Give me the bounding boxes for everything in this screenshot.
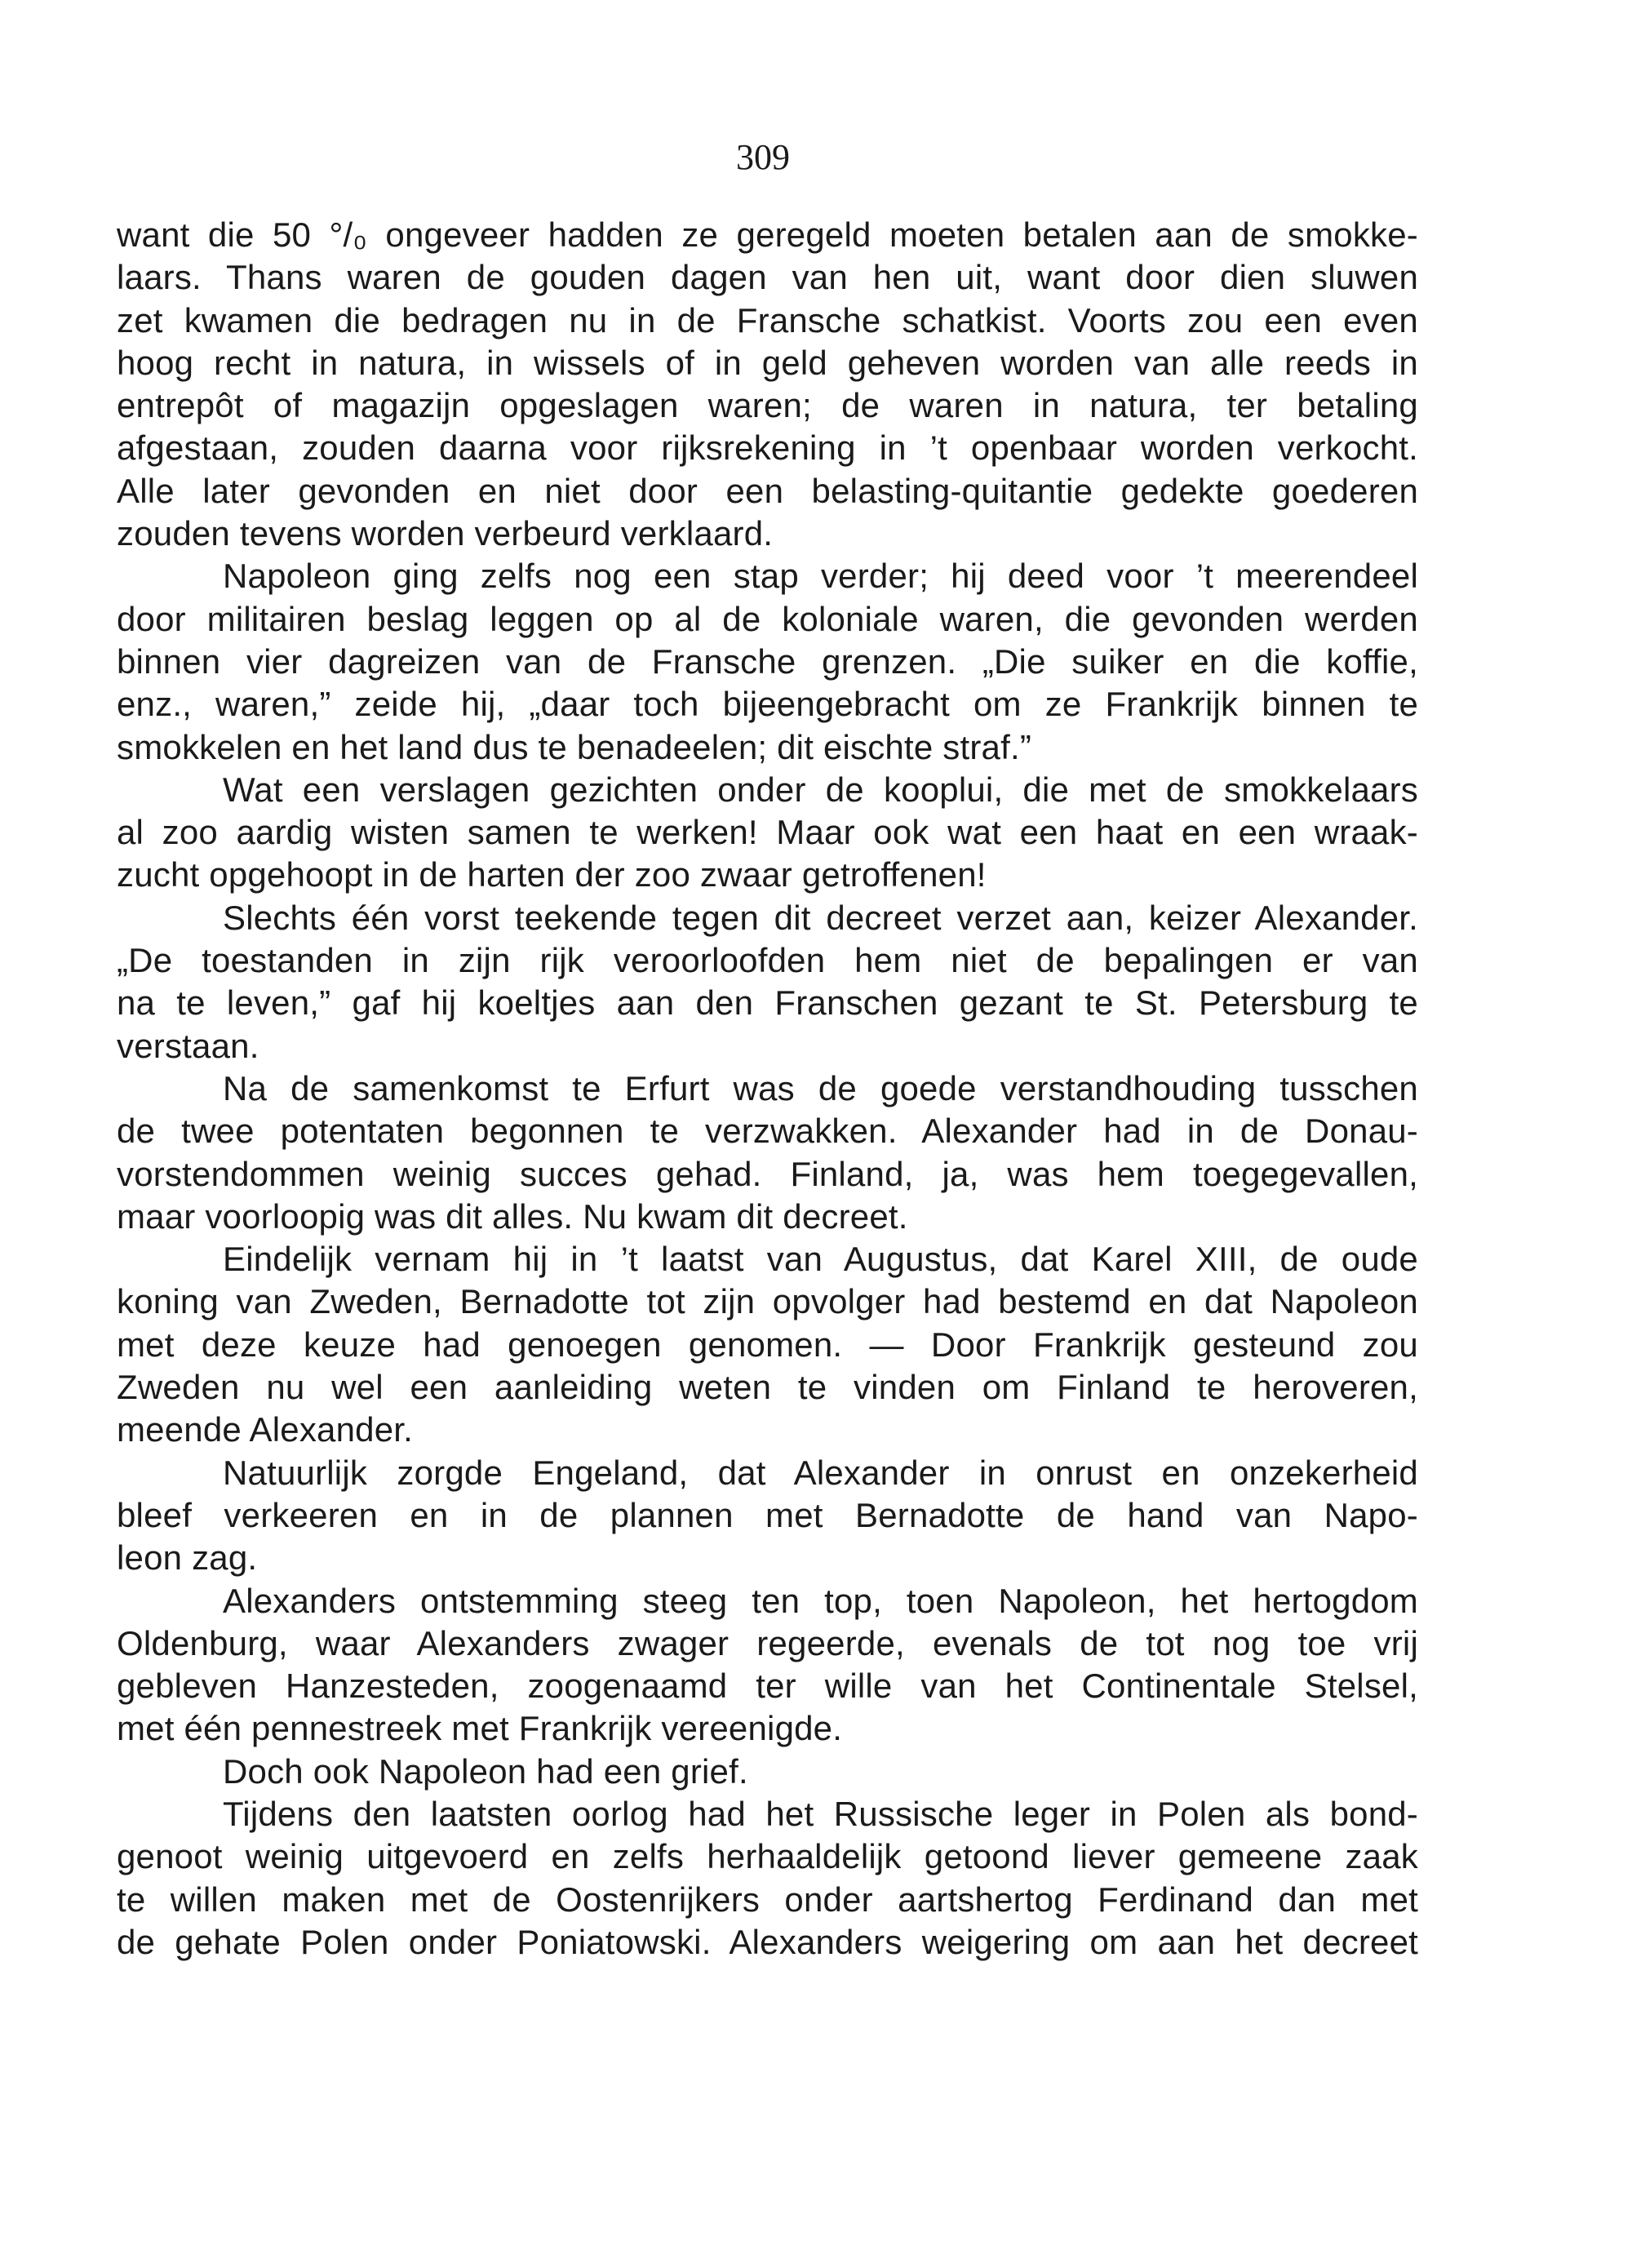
text-line: smokkelen en het land dus te benadeelen; dit eischte straf.” [117, 727, 1032, 766]
text-line: met deze keuze had genoegen genomen. — Door Frankrijk gesteund zou [117, 1325, 1418, 1364]
text-line: door militairen beslag leggen op al de koloniale waren, die gevonden werden [117, 599, 1418, 638]
text-line: afgestaan, zouden daarna voor rijksrekening in ’t openbaar worden verkocht. [117, 428, 1418, 468]
text-line: de gehate Polen onder Poniatowski. Alexanders weigering om aan het decreet [117, 1922, 1418, 1961]
text-line: zucht opgehoopt in de harten der zoo zwaar getroffenen! [117, 855, 987, 894]
text-line: laars. Thans waren de gouden dagen van hen uit, want door dien sluwen [117, 258, 1418, 297]
text-line: meende Alexander. [117, 1410, 414, 1449]
text-line: Tijdens den laatsten oorlog had het Russische leger in Polen als bond- [223, 1794, 1418, 1833]
text-line: Na de samenkomst te Erfurt was de goede verstandhouding tusschen [223, 1068, 1418, 1107]
text-line: zouden tevens worden verbeurd verklaard. [117, 514, 774, 553]
page-number: 309 [736, 137, 790, 177]
text-line: de twee potentaten begonnen te verzwakken. Alexander had in de Donau- [117, 1112, 1418, 1151]
text-line: genoot weinig uitgevoerd en zelfs herhaaldelijk getoond liever gemeene zaak [117, 1837, 1418, 1876]
text-line: enz., waren,” zeide hij, „daar toch bijeengebracht om ze Frankrijk binnen te [117, 685, 1418, 724]
text-line: Doch ook Napoleon had een grief. [223, 1751, 748, 1791]
text-line: na te leven,” gaf hij koeltjes aan den Franschen gezant te St. Petersburg te [117, 983, 1418, 1023]
text-line: zet kwamen die bedragen nu in de Fransche schatkist. Voorts zou een even [117, 300, 1418, 340]
text-line: Slechts één vorst teekende tegen dit decreet verzet aan, keizer Alexander. [223, 898, 1418, 937]
text-line: Eindelijk vernam hij in ’t laatst van Augustus, dat Karel XIII, de oude [223, 1240, 1418, 1279]
text-line: hoog recht in natura, in wissels of in geld geheven worden van alle reeds in [117, 343, 1418, 382]
text-line: Napoleon ging zelfs nog een stap verder; hij deed voor ’t meerendeel [223, 557, 1418, 596]
text-line: want die 50 °/₀ ongeveer hadden ze geregeld moeten betalen aan de smokke- [117, 215, 1418, 254]
text-line: Wat een verslagen gezichten onder de kooplui, die met de smokkelaars [223, 770, 1418, 809]
text-line: met één pennestreek met Frankrijk vereenigde. [117, 1709, 843, 1748]
text-line: te willen maken met de Oostenrijkers onder aartshertog Ferdinand dan met [117, 1880, 1418, 1919]
text-line: Zweden nu wel een aanleiding weten te vinden om Finland te heroveren, [117, 1368, 1418, 1407]
text-line: „De toestanden in zijn rijk veroorloofden hem niet de bepalingen er van [117, 941, 1418, 980]
text-line: bleef verkeeren en in de plannen met Bernadotte de hand van Napo- [117, 1495, 1418, 1534]
text-line: al zoo aardig wisten samen te werken! Maar ook wat een haat en een wraak- [117, 813, 1418, 852]
text-line: gebleven Hanzesteden, zoogenaamd ter wille van het Continentale Stelsel, [117, 1667, 1418, 1706]
text-line: Oldenburg, waar Alexanders zwager regeerde, evenals de tot nog toe vrij [117, 1623, 1418, 1662]
text-line: vorstendommen weinig succes gehad. Finland, ja, was hem toegegevallen, [117, 1154, 1418, 1193]
text-line: verstaan. [117, 1026, 259, 1065]
text-line: Alexanders ontstemming steeg ten top, toen Napoleon, het hertogdom [223, 1581, 1418, 1620]
text-line: entrepôt of magazijn opgeslagen waren; de waren in natura, ter betaling [117, 386, 1418, 425]
text-line: leon zag. [117, 1538, 258, 1578]
text-line: koning van Zweden, Bernadotte tot zijn opvolger had bestemd en dat Napoleon [117, 1282, 1418, 1321]
text-line: Alle later gevonden en niet door een belasting-quitantie gedekte goederen [117, 471, 1418, 510]
body-text [117, 214, 1418, 1964]
text-line: binnen vier dagreizen van de Fransche grenzen. „Die suiker en die koffie, [117, 641, 1418, 681]
text-line: maar voorloopig was dit alles. Nu kwam dit decreet. [117, 1196, 908, 1236]
text-line: Natuurlijk zorgde Engeland, dat Alexander in onrust en onzekerheid [223, 1453, 1418, 1492]
